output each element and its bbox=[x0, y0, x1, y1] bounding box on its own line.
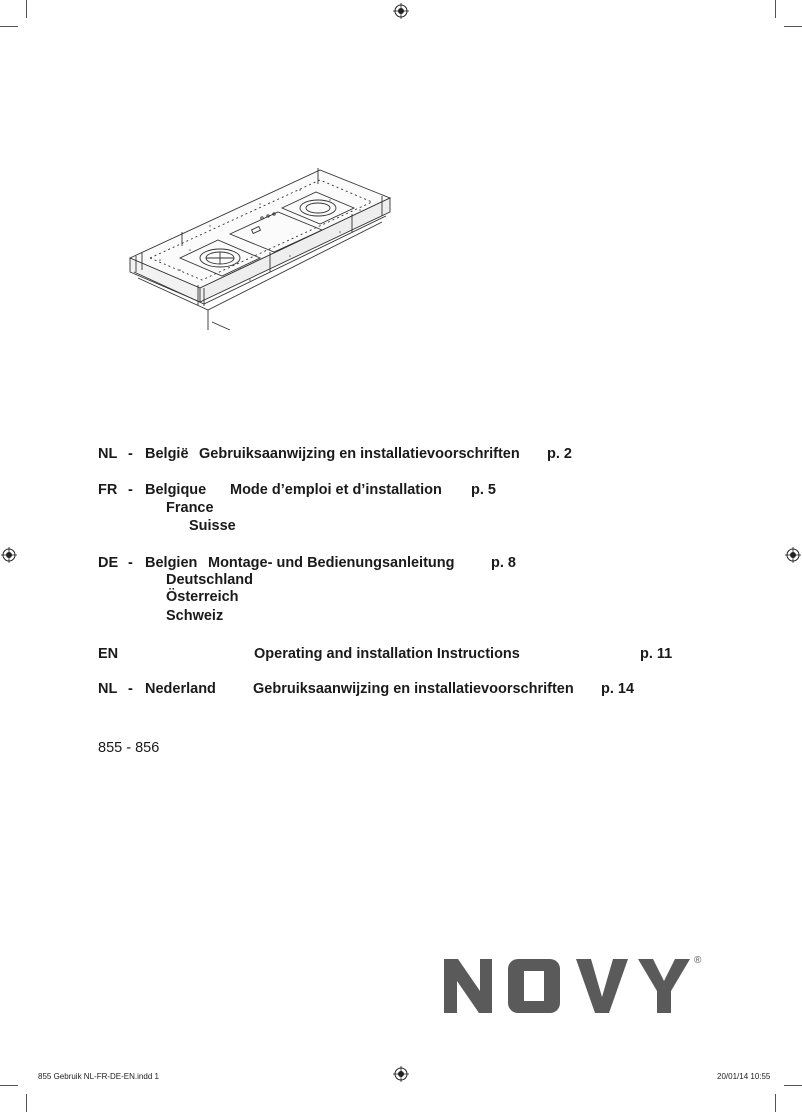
crop-mark bbox=[26, 0, 27, 18]
toc-title: Montage- und Bedienungsanleitung bbox=[208, 555, 455, 571]
toc-dash: - bbox=[128, 482, 133, 498]
footer-datetime: 20/01/14 10:55 bbox=[717, 1072, 771, 1081]
toc-extra-country: France bbox=[166, 500, 214, 516]
novy-logo bbox=[440, 955, 710, 1017]
toc-page: p. 2 bbox=[547, 446, 572, 462]
toc-page: p. 8 bbox=[491, 555, 516, 571]
toc-title: Gebruiksaanwijzing en installatievoorschriften bbox=[199, 446, 520, 462]
toc-country: België bbox=[145, 446, 189, 462]
registered-mark: ® bbox=[694, 955, 702, 966]
toc-dash: - bbox=[128, 555, 133, 571]
toc-code: NL bbox=[98, 681, 118, 697]
toc-title: Mode d’emploi et d’installation bbox=[230, 482, 442, 498]
toc-country: Belgique bbox=[145, 482, 207, 498]
crop-mark bbox=[26, 1094, 27, 1112]
toc-dash: - bbox=[128, 681, 133, 697]
registration-mark-icon bbox=[393, 1066, 409, 1082]
registration-mark-icon bbox=[393, 3, 409, 19]
crop-mark bbox=[775, 0, 776, 18]
crop-mark bbox=[775, 1094, 776, 1112]
toc-code: NL bbox=[98, 446, 118, 462]
ceiling-hood-illustration bbox=[120, 160, 400, 340]
toc-country: Nederland bbox=[145, 681, 216, 697]
toc-page: p. 5 bbox=[471, 482, 496, 498]
registration-mark-icon bbox=[785, 547, 801, 563]
toc-title: Operating and installation Instructions bbox=[254, 646, 520, 662]
toc-code: DE bbox=[98, 555, 119, 571]
toc-page: p. 11 bbox=[640, 646, 673, 662]
toc-extra-country: Deutschland bbox=[166, 572, 254, 588]
toc-extra-country: Schweiz bbox=[166, 608, 224, 624]
crop-mark bbox=[784, 1085, 802, 1086]
toc-country: Belgien bbox=[145, 555, 198, 571]
model-numbers: 855 - 856 bbox=[98, 740, 160, 756]
toc-dash: - bbox=[128, 446, 133, 462]
toc-code: FR bbox=[98, 482, 118, 498]
toc-extra-country: Österreich bbox=[166, 589, 239, 605]
toc-entry-nl-be bbox=[98, 446, 117, 463]
crop-mark bbox=[0, 26, 18, 27]
footer-filename: 855 Gebruik NL-FR-DE-EN.indd 1 bbox=[38, 1072, 159, 1081]
crop-mark bbox=[784, 26, 802, 27]
toc-code: EN bbox=[98, 646, 119, 662]
novy-wordmark-icon bbox=[440, 955, 702, 1017]
toc-extra-country: Suisse bbox=[189, 518, 236, 534]
crop-mark bbox=[0, 1085, 18, 1086]
registration-mark-icon bbox=[1, 547, 17, 563]
toc-page: p. 14 bbox=[601, 681, 635, 697]
toc-title: Gebruiksaanwijzing en installatievoorschriften bbox=[253, 681, 574, 697]
